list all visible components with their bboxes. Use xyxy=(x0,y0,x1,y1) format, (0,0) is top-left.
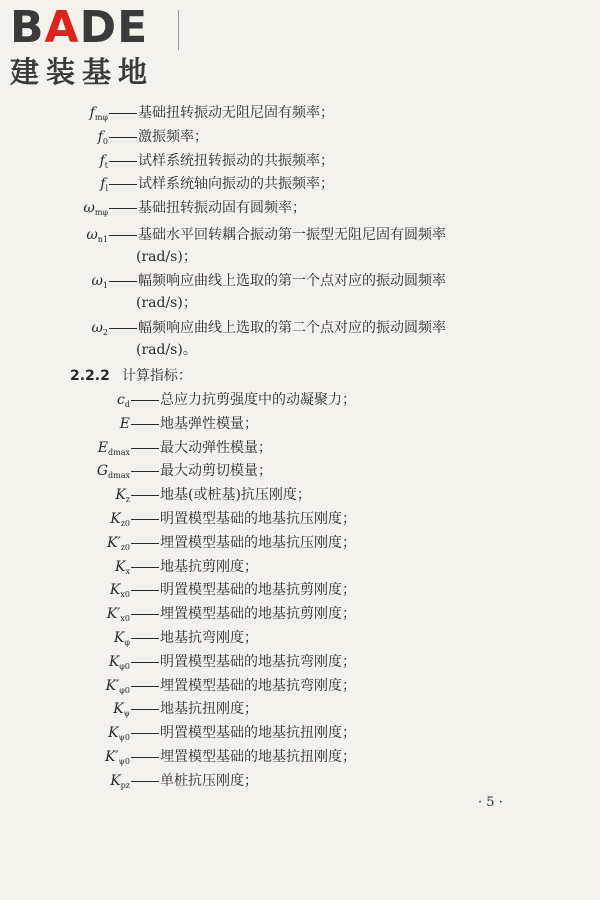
symbol: $K_{z0}$ xyxy=(110,511,130,528)
definition-continuation: (rad/s)； xyxy=(136,295,197,311)
definition-line xyxy=(0,509,356,534)
symbol: $K_z$ xyxy=(115,487,130,504)
definition-line xyxy=(0,103,334,128)
symbol: $\omega_1$ xyxy=(91,273,108,290)
definition-text: 试样系统扭转振动的共振频率； xyxy=(138,153,334,169)
definition-text: 最大动剪切模量； xyxy=(160,463,272,479)
definition-line xyxy=(0,533,356,558)
symbol: $\omega_2$ xyxy=(91,320,108,337)
definition-text: 地基抗扭刚度； xyxy=(160,701,258,717)
definition-text: 试样系统轴向振动的共振频率； xyxy=(138,176,334,192)
em-dash xyxy=(131,709,159,710)
definition-text: 单桩抗压刚度； xyxy=(160,773,258,789)
em-dash xyxy=(131,567,159,568)
em-dash xyxy=(131,757,159,758)
em-dash xyxy=(109,208,137,209)
definition-line xyxy=(0,461,272,486)
definition-text: 幅频响应曲线上选取的第二个点对应的振动圆频率 xyxy=(138,320,446,336)
em-dash xyxy=(131,638,159,639)
em-dash xyxy=(131,543,159,544)
symbol: $K_\psi$ xyxy=(113,701,130,718)
symbol: $K_\varphi$ xyxy=(113,630,130,647)
em-dash xyxy=(109,235,137,236)
definition-text: 埋置模型基础的地基抗扭刚度； xyxy=(160,749,356,765)
em-dash xyxy=(131,590,159,591)
symbol: E xyxy=(119,416,130,432)
definition-text: 地基抗弯刚度； xyxy=(160,630,258,646)
em-dash xyxy=(131,614,159,615)
definition-line xyxy=(0,198,306,223)
symbol: $K_{\psi 0}$ xyxy=(108,725,130,742)
definition-line xyxy=(0,604,356,629)
definition-line xyxy=(0,723,356,748)
logo-subtitle: 建装基地 xyxy=(10,55,155,89)
symbol: $G_{dmax}$ xyxy=(96,463,130,480)
symbol: $K'_{\varphi 0}$ xyxy=(105,678,130,695)
em-dash xyxy=(131,400,159,401)
definition-line xyxy=(0,699,258,724)
section-title: 计算指标： xyxy=(121,368,192,384)
symbol: $K_x$ xyxy=(115,559,130,576)
definition-line xyxy=(0,580,356,605)
definition-line xyxy=(0,318,446,343)
definition-text: 地基弹性模量； xyxy=(160,416,258,432)
definition-text: 明置模型基础的地基抗扭刚度； xyxy=(160,725,356,741)
symbol: $\omega_{n1}$ xyxy=(86,227,108,244)
symbol: $K_{pz}$ xyxy=(110,773,130,790)
definition-line xyxy=(0,174,334,199)
definition-line xyxy=(0,652,356,677)
em-dash xyxy=(109,281,137,282)
definition-line xyxy=(0,771,258,796)
symbol: $f_{m\varphi}$ xyxy=(89,105,108,122)
em-dash xyxy=(131,662,159,663)
definition-text: 明置模型基础的地基抗弯刚度； xyxy=(160,654,356,670)
em-dash xyxy=(109,113,137,114)
definition-text: 基础水平回转耦合振动第一振型无阻尼固有圆频率 xyxy=(138,227,446,243)
definition-text: 最大动弹性模量； xyxy=(160,440,272,456)
definition-line xyxy=(0,747,356,772)
definition-text: 幅频响应曲线上选取的第一个点对应的振动圆频率 xyxy=(138,273,446,289)
em-dash xyxy=(131,519,159,520)
definition-text: 地基抗剪刚度； xyxy=(160,559,258,575)
symbol: $c_d$ xyxy=(117,392,130,409)
definition-text: 明置模型基础的地基抗压刚度； xyxy=(160,511,356,527)
symbol: $K'_{x0}$ xyxy=(106,606,130,623)
definition-line xyxy=(0,127,208,152)
em-dash xyxy=(131,781,159,782)
em-dash xyxy=(131,424,159,425)
em-dash xyxy=(109,161,137,162)
definition-text: 地基(或桩基)抗压刚度； xyxy=(160,487,311,503)
definition-line xyxy=(0,628,258,653)
symbol: $f_0$ xyxy=(97,129,108,146)
definition-text: 明置模型基础的地基抗剪刚度； xyxy=(160,582,356,598)
em-dash xyxy=(131,733,159,734)
definition-text: 总应力抗剪强度中的动凝聚力； xyxy=(160,392,356,408)
symbol: $f_t$ xyxy=(99,153,108,170)
symbol: $K'_{z0}$ xyxy=(107,535,130,552)
em-dash xyxy=(131,448,159,449)
symbol: $K_{x0}$ xyxy=(109,582,130,599)
definition-line xyxy=(0,438,272,463)
em-dash xyxy=(109,184,137,185)
definition-line xyxy=(0,676,356,701)
section-number: 2.2.2 xyxy=(70,368,110,384)
definition-text: 埋置模型基础的地基抗压刚度； xyxy=(160,535,356,551)
definition-text: 埋置模型基础的地基抗剪刚度； xyxy=(160,606,356,622)
definition-text: 基础扭转振动固有圆频率； xyxy=(138,200,306,216)
symbol: $\omega_{m\varphi}$ xyxy=(83,200,108,217)
definition-text: 激振频率； xyxy=(138,129,208,145)
definition-line xyxy=(0,485,311,510)
symbol: $f_l$ xyxy=(100,176,108,193)
definition-text: 埋置模型基础的地基抗弯刚度； xyxy=(160,678,356,694)
logo-wordmark: BADE xyxy=(10,2,149,53)
definition-line xyxy=(0,271,446,296)
page-number: · 5 · xyxy=(478,795,503,810)
em-dash xyxy=(109,328,137,329)
em-dash xyxy=(109,137,137,138)
symbol: $K'_{\psi 0}$ xyxy=(104,749,130,766)
definition-text: 基础扭转振动无阻尼固有频率； xyxy=(138,105,334,121)
em-dash xyxy=(131,686,159,687)
symbol: $E_{dmax}$ xyxy=(97,440,130,457)
symbol: $K_{\varphi 0}$ xyxy=(108,654,130,671)
section-heading xyxy=(70,366,192,386)
definition-line xyxy=(0,414,258,434)
definition-line xyxy=(0,151,334,176)
definition-continuation: (rad/s)。 xyxy=(136,342,197,358)
em-dash xyxy=(131,495,159,496)
em-dash xyxy=(131,471,159,472)
definition-continuation: (rad/s)； xyxy=(136,249,197,265)
definition-line xyxy=(0,390,356,415)
definition-line xyxy=(0,557,258,582)
definition-line xyxy=(0,225,446,250)
